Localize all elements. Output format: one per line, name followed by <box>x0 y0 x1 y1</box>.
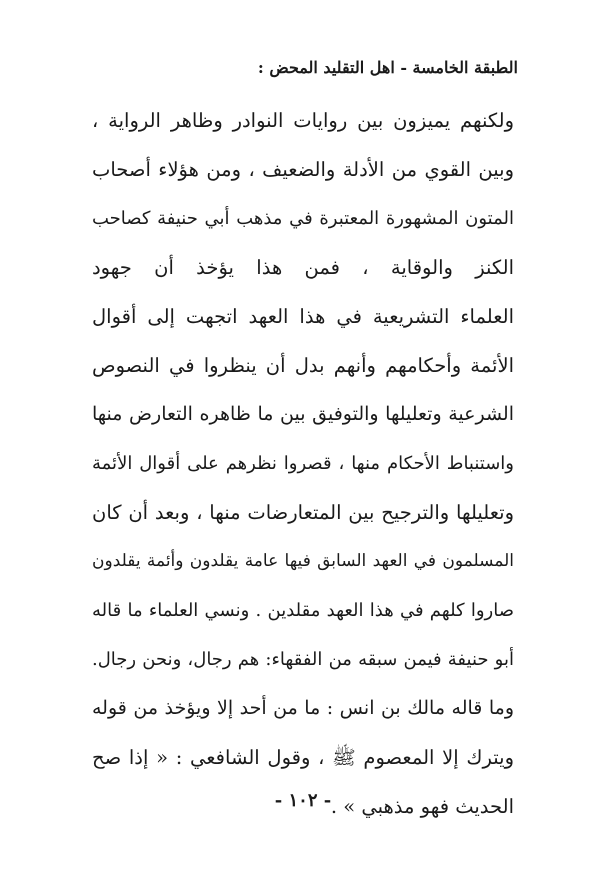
text-line: الأئمة وأحكامهم وأنهم بدل أن ينظروا في النصوص <box>92 354 514 377</box>
text-line: صاروا كلهم في هذا العهد مقلدين . ونسي العلماء ما قاله <box>92 600 514 621</box>
text-line: ويترك إلا المعصوم ﷺ ، وقول الشافعي : « إذا صح <box>92 746 514 769</box>
page-number: - ١٠٢ - <box>274 790 332 811</box>
text-line: وما قاله مالك بن انس : ما من أحد إلا ويؤخذ من قوله <box>92 697 514 719</box>
text-line: الشرعية وتعليلها والتوفيق بين ما ظاهره التعارض منها <box>92 403 514 425</box>
text-line: المتون المشهورة المعتبرة في مذهب أبي حنيفة كصاحب <box>92 208 514 229</box>
text-line: وبين القوي من الأدلة والضعيف ، ومن هؤلاء أصحاب <box>92 158 514 181</box>
section-header: الطبقة الخامسة - اهل التقليد المحض : <box>257 58 518 77</box>
text-line: واستنباط الأحكام منها ، قصروا نظرهم على أقوال الأئمة <box>92 453 514 474</box>
text-line: أبو حنيفة فيمن سبقه من الفقهاء: هم رجال، ونحن رجال. <box>92 649 514 670</box>
text-line: الحديث فهو مذهبي » . <box>330 795 514 818</box>
text-line: العلماء التشريعية في هذا العهد اتجهت إلى أقوال <box>92 305 514 328</box>
body-text <box>92 96 514 831</box>
text-line: المسلمون في العهد السابق فيها عامة يقلدون وأئمة يقلدون <box>92 551 514 571</box>
text-line: ولكنهم يميزون بين روايات النوادر وظاهر الرواية ، <box>92 109 514 132</box>
text-line: الكنز والوقاية ، فمن هذا يؤخذ أن جهود <box>92 256 514 279</box>
text-line: وتعليلها والترجيح بين المتعارضات منها ، وبعد أن كان <box>92 501 514 524</box>
